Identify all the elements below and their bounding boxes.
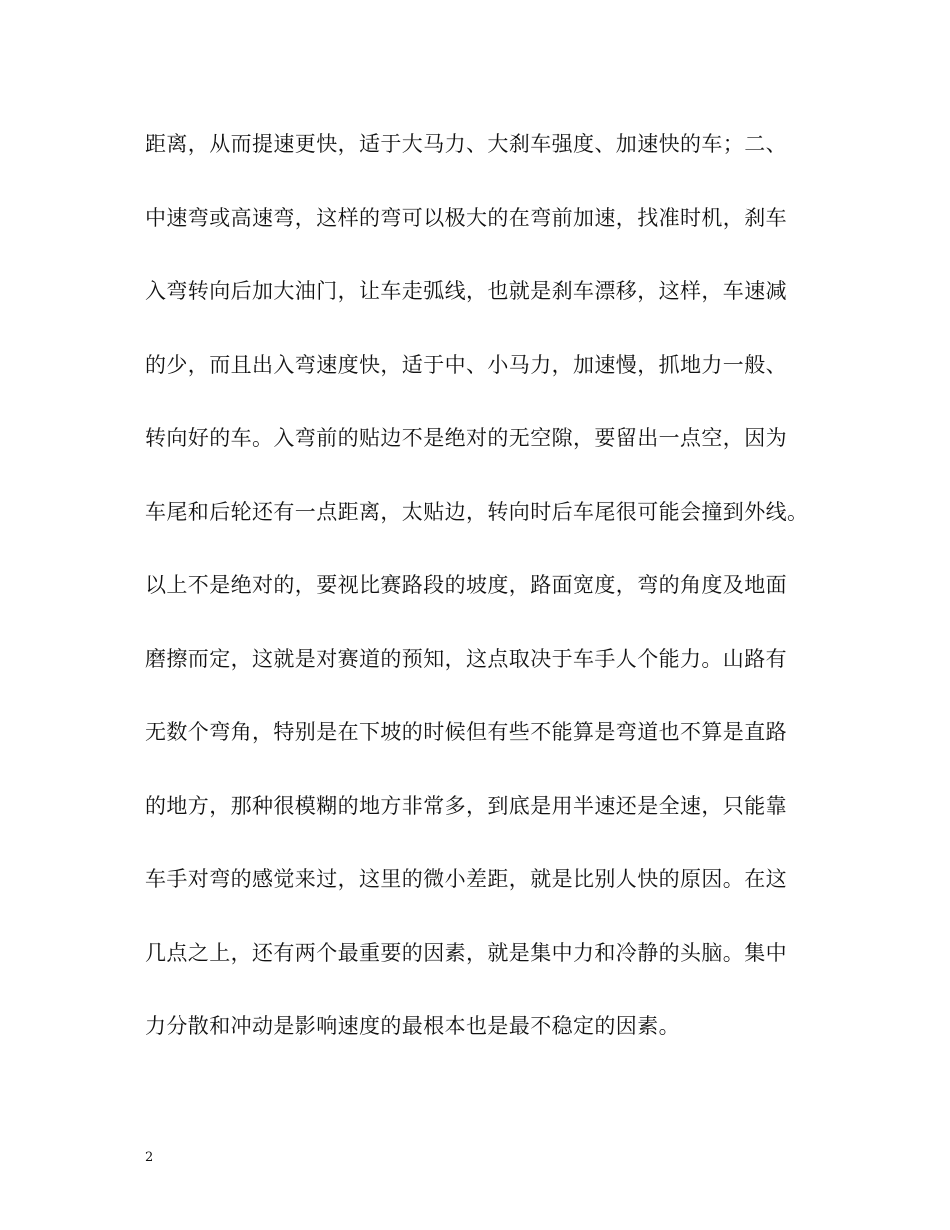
text-line: 距离，从而提速更快，适于大马力、大刹车强度、加速快的车；二、 bbox=[145, 132, 787, 156]
text-line: 磨擦而定，这就是对赛道的预知，这点取决于车手人个能力。山路有 bbox=[145, 646, 787, 671]
text-line: 车尾和后轮还有一点距离，太贴边，转向时后车尾很可能会撞到外线。 bbox=[145, 499, 809, 524]
text-line: 力分散和冲动是影响速度的最根本也是最不稳定的因素。 bbox=[145, 1014, 680, 1038]
text-line: 几点之上，还有两个最重要的因素，就是集中力和冷静的头脑。集中 bbox=[145, 940, 787, 965]
text-line: 的地方，那种很模糊的地方非常多，到底是用半速还是全速，只能靠 bbox=[145, 793, 787, 818]
text-line: 转向好的车。入弯前的贴边不是绝对的无空隙，要留出一点空，因为 bbox=[145, 426, 787, 450]
text-line: 以上不是绝对的，要视比赛路段的坡度，路面宽度，弯的角度及地面 bbox=[145, 573, 787, 597]
text-line: 的少，而且出入弯速度快，适于中、小马力，加速慢，抓地力一般、 bbox=[145, 352, 787, 377]
page-number: 2 bbox=[145, 1150, 154, 1165]
body-text bbox=[145, 124, 825, 1080]
text-line: 中速弯或高速弯，这样的弯可以极大的在弯前加速，找准时机，刹车 bbox=[145, 205, 787, 230]
text-line: 无数个弯角，特别是在下坡的时候但有些不能算是弯道也不算是直路 bbox=[145, 720, 787, 744]
text-line: 入弯转向后加大油门，让车走弧线，也就是刹车漂移，这样，车速减 bbox=[145, 279, 787, 303]
text-line: 车手对弯的感觉来过，这里的微小差距，就是比别人快的原因。在这 bbox=[145, 867, 787, 891]
